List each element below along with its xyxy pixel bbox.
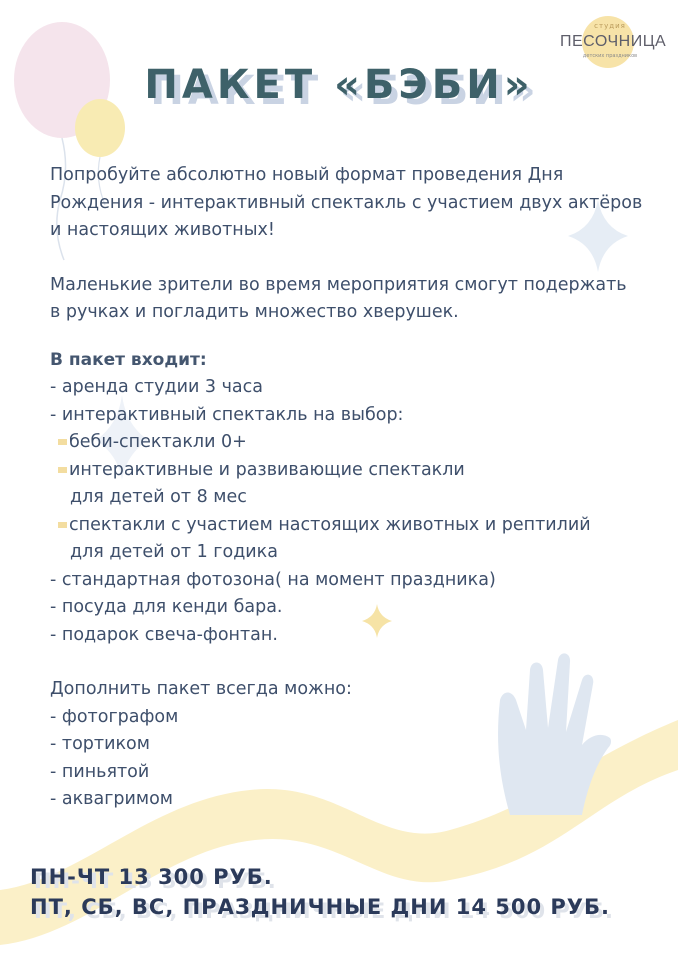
list-item: - аренда студии 3 часа (50, 377, 263, 397)
intro-line: Попробуйте абсолютно новый формат проведения Дня (50, 165, 564, 185)
extra-item: - пиньятой (50, 761, 150, 782)
list-item: - стандартная фотозона( на момент праздника) (50, 569, 496, 590)
extras-title: Дополнить пакет всегда можно: (50, 679, 352, 699)
bullet-marker (58, 467, 67, 473)
bullet-marker (58, 522, 67, 528)
price-weekday: ПН-ЧТ 13 300 РУБ. (30, 865, 273, 889)
logo-name: ПЕСОЧНИЦА (560, 33, 667, 50)
intro-line: и настоящих животных! (50, 220, 275, 240)
logo-top-text: студия (594, 22, 626, 30)
extra-item: - фотографом (50, 706, 179, 727)
intro2-line: Маленькие зрители во время мероприятия смогут подержать (50, 274, 627, 295)
sub-list-item (50, 429, 650, 457)
price-weekend: ПТ, СБ, ВС, ПРАЗДНИЧНЫЕ ДНИ 14 500 РУБ. (30, 895, 610, 919)
bullet-marker (58, 439, 67, 445)
sub-list-item-cont: для детей от 8 мес (70, 487, 247, 507)
list-item: - посуда для кенди бара. (50, 597, 283, 617)
extra-item: - аквагримом (50, 789, 173, 809)
list-item: - подарок свеча-фонтан. (50, 624, 278, 645)
sub-list-item-cont: для детей от 1 годика (70, 542, 278, 562)
sub-list-item-text: интерактивные и развивающие спектакли (69, 459, 465, 480)
sub-list-item-text: спектакли с участием настоящих животных и рептилий (69, 514, 591, 535)
includes-title: В пакет входит: (50, 349, 207, 370)
package-description (50, 162, 650, 814)
intro-line: Рождения - интерактивный спектакль с участием двух актёров (50, 192, 643, 213)
extra-item: - тортиком (50, 734, 150, 754)
prices (30, 862, 670, 922)
sub-list-item (50, 457, 650, 485)
list-item: - интерактивный спектакль на выбор: (50, 404, 404, 425)
sub-list-item (50, 512, 650, 540)
studio-logo (560, 16, 667, 68)
sub-list-item-text: беби-спектакли 0+ (69, 432, 247, 452)
logo-subtitle: детских праздников (582, 53, 638, 59)
intro2-line: в ручках и погладить множество хверушек. (50, 302, 459, 322)
page-title: ПАКЕТ «БЭБИ» (144, 62, 534, 108)
